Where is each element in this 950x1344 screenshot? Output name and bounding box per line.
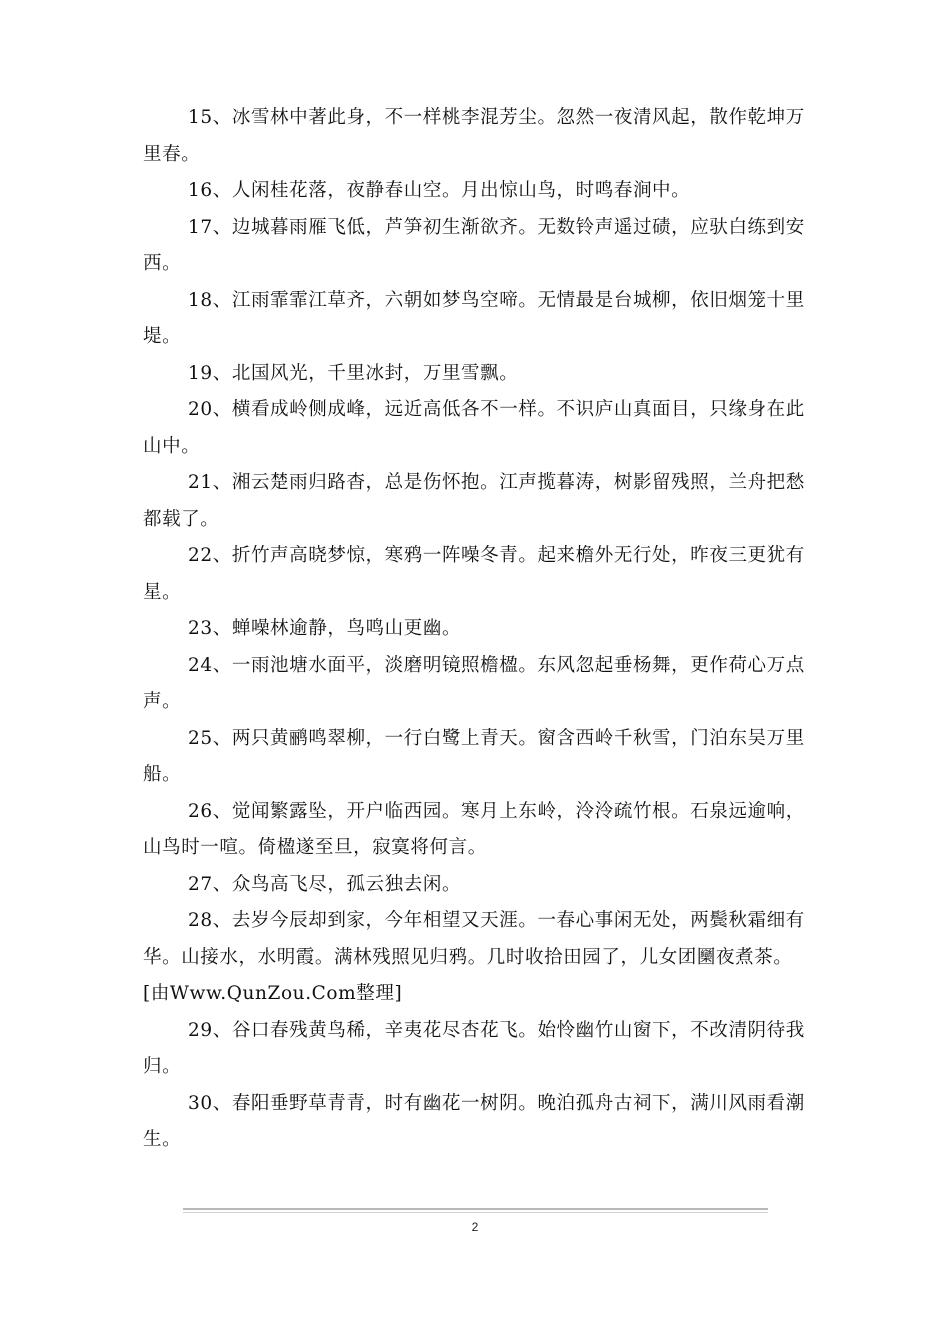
footer-divider-shadow (183, 1212, 768, 1213)
poem-paragraph-30: 30、春阳垂野草青青，时有幽花一树阴。晚泊孤舟古祠下，满川风雨看潮生。 (143, 1092, 805, 1150)
poem-paragraph-20: 20、横看成岭侧成峰，远近高低各不一样。不识庐山真面目，只缘身在此山中。 (143, 399, 805, 457)
poem-paragraph-28: 28、去岁今辰却到家，今年相望又天涯。一春心事闲无处，两鬓秋霜细有华。山接水，水明霞。满林残照见归鸦。几时收拾田园了，儿女团圞夜煮茶。[由Www.QunZou.Com整理] (143, 910, 805, 1004)
poem-paragraph-18: 18、江雨霏霏江草齐，六朝如梦鸟空啼。无情最是台城柳，依旧烟笼十里堤。 (143, 289, 805, 347)
poem-paragraph-27: 27、众鸟高飞尽，孤云独去闲。 (188, 873, 462, 895)
poem-paragraph-25: 25、两只黄鹂鸣翠柳，一行白鹭上青天。窗含西岭千秋雪，门泊东吴万里船。 (143, 727, 805, 785)
poem-paragraph-23: 23、蝉噪林逾静，鸟鸣山更幽。 (188, 618, 462, 639)
footer-divider (183, 1208, 768, 1210)
poem-paragraph-21: 21、湘云楚雨归路杳，总是伤怀抱。江声揽暮涛，树影留残照，兰舟把愁都载了。 (143, 472, 805, 530)
poem-paragraph-15: 15、冰雪林中著此身，不一样桃李混芳尘。忽然一夜清风起，散作乾坤万里春。 (143, 107, 805, 165)
poem-paragraph-19: 19、北国风光，千里冰封，万里雪飘。 (188, 362, 519, 384)
poem-paragraph-17: 17、边城暮雨雁飞低，芦笋初生渐欲齐。无数铃声遥过碛，应驮白练到安西。 (143, 216, 805, 274)
poem-paragraph-26: 26、觉闻繁露坠，开户临西园。寒月上东岭，泠泠疏竹根。石泉远逾响，山鸟时一喧。倚楹遂至旦，寂寞将何言。 (143, 800, 805, 858)
document-body (143, 100, 805, 1159)
poem-paragraph-29: 29、谷口春残黄鸟稀，辛夷花尽杏花飞。始怜幽竹山窗下，不改清阴待我归。 (143, 1019, 805, 1077)
poem-paragraph-22: 22、折竹声高晓梦惊，寒鸦一阵噪冬青。起来檐外无行处，昨夜三更犹有星。 (143, 545, 805, 603)
poem-paragraph-16: 16、人闲桂花落，夜静春山空。月出惊山鸟，时鸣春涧中。 (188, 180, 691, 201)
poem-paragraph-24: 24、一雨池塘水面平，淡磨明镜照檐楹。东风忽起垂杨舞，更作荷心万点声。 (143, 654, 805, 712)
page-number: 2 (471, 1220, 479, 1234)
